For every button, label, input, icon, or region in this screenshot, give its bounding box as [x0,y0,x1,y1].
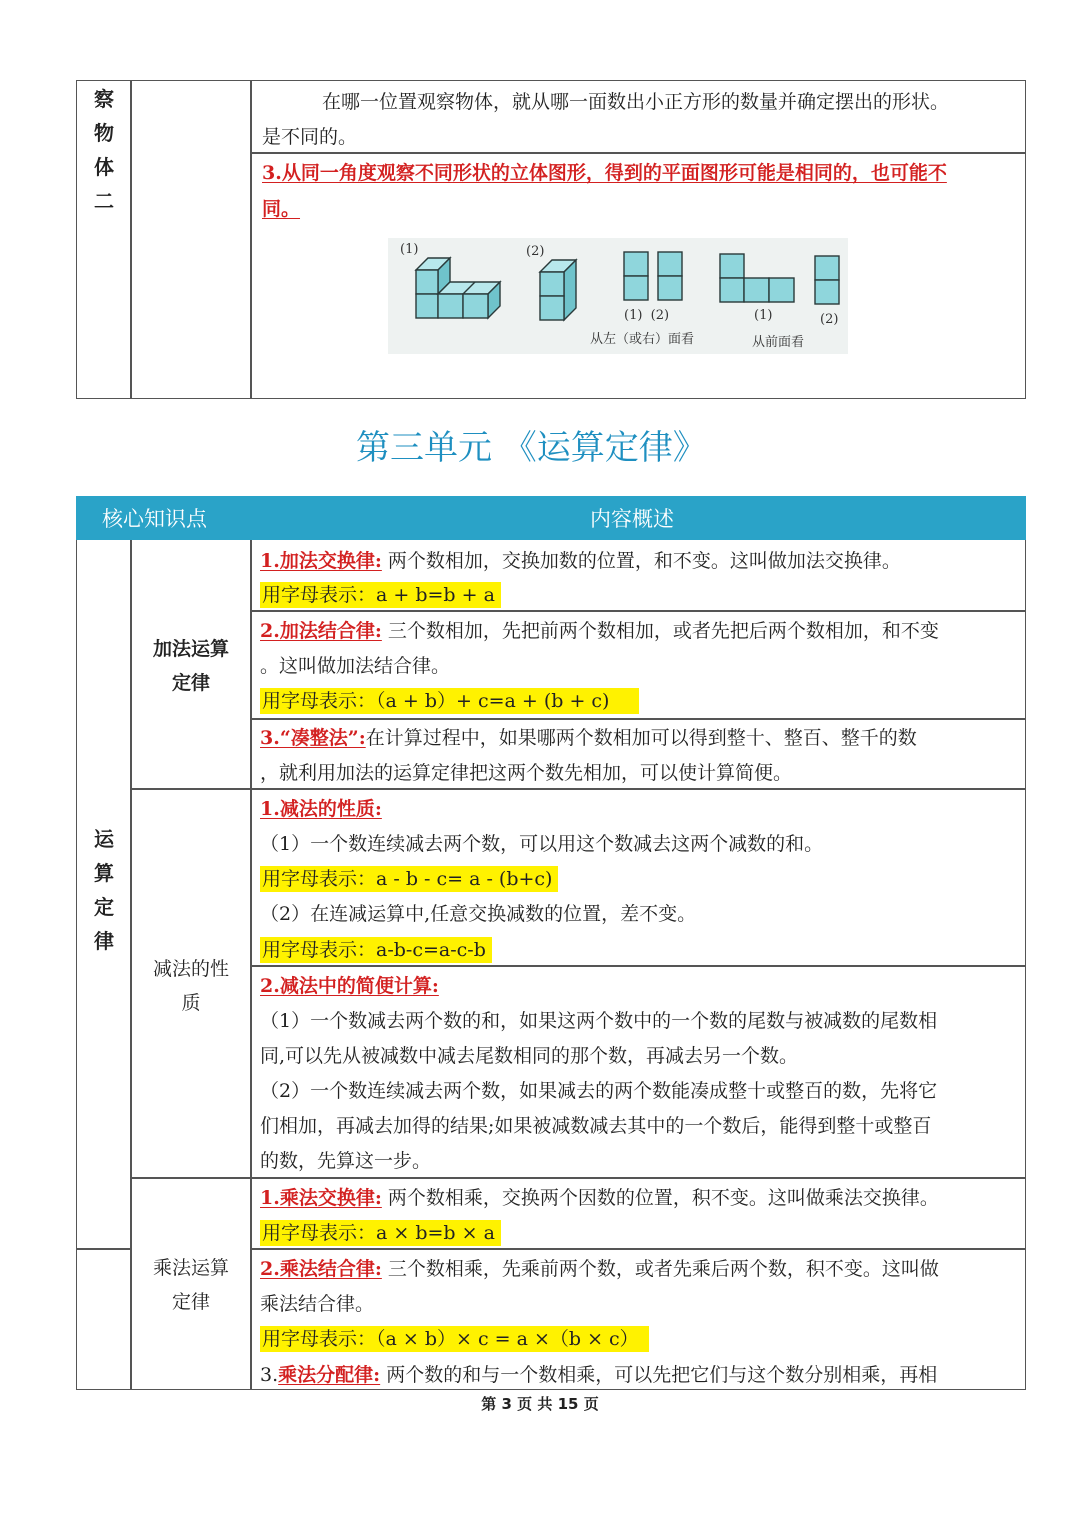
sub-p1-title: 1.减法的性质: [260,798,382,820]
add-section-label [132,632,250,700]
add-p2-formula-wrap [260,689,639,713]
sub-p2-b3: 的数，先算这一步。 [260,1150,432,1172]
mul-p1-formula-wrap [260,1221,501,1245]
add-p1 [260,549,901,573]
top-col-divider-1 [130,80,132,399]
add-label-line1: 加法运算 [152,638,229,660]
top-row-divider [250,152,1026,154]
front-view-label-1: (1) [754,308,773,323]
side-view-labels: (1) (2) [624,308,670,323]
sub-label-line1: 减法的性 [152,958,229,980]
mul-p1-formula: 用字母表示：a × b=b × a [260,1220,501,1246]
add-label-line2: 定律 [171,672,210,694]
row-divider-mul [130,1177,1026,1179]
row-divider-add-1 [250,610,1026,612]
mul-p1-title: 1.乘法交换律: [260,1187,382,1209]
mul-p3-text: 两个数的和与一个数相乘，可以先把它们与这个数分别相乘，再相 [386,1364,938,1386]
add-p2-formula: 用字母表示：（a + b）+ c=a + (b + c) [260,688,639,714]
sub-section-label [132,952,250,1020]
row-divider-sub [130,788,1026,790]
header-col1: 核心知识点 [102,507,207,531]
mul-label-line2: 定律 [171,1291,210,1313]
add-p1-text: 两个数相加，交换加数的位置，和不变。这叫做加法交换律。 [387,550,901,572]
sub-p1-formula1-wrap [260,867,558,891]
sub-p2-a1: （1）一个数减去两个数的和，如果这两个数中的一个数的尾数与被减数的尾数相 [260,1010,938,1032]
add-p2 [260,619,939,643]
add-p3-text2: ，就利用加法的运算定律把这两个数先相加，可以使计算简便。 [260,762,793,784]
mul-p2-formula: 用字母表示：（a × b）× c = a ×（b × c） [260,1326,649,1352]
mul-label-line1: 乘法运算 [152,1257,229,1279]
figure-label-2: (2) [526,244,545,259]
top-category-label: 察 物 体 二 [94,87,114,213]
add-p3 [260,726,917,750]
row-divider-sub-2 [250,965,1026,967]
row-divider-add-2 [250,718,1026,720]
add-p2-title: 2.加法结合律: [260,620,382,642]
sub-p2-title: 2.减法中的简便计算: [260,975,439,997]
views-figure [388,238,848,354]
front-view-caption: 从前面看 [752,335,805,350]
mul-p1 [260,1186,939,1210]
sub-p1-b: （2）在连减运算中,任意交换减数的位置，差不变。 [260,903,697,925]
mul-section-label [132,1251,250,1319]
header-col2: 内容概述 [590,507,674,531]
sub-p1-formula2-wrap [260,938,492,962]
add-p1-formula-wrap [260,583,501,607]
top-text-line2: 是不同的。 [262,126,358,148]
sub-p2-a2: 同,可以先从被减数中减去尾数相同的那个数，再减去另一个数。 [260,1045,799,1067]
mul-p2-text: 三个数相乘，先乘前两个数，或者先乘后两个数，积不变。这叫做 [387,1258,939,1280]
unit-title: 第三单元 《运算定律》 [356,428,707,468]
sub-label-line2: 质 [181,992,201,1014]
mul-p2-formula-wrap [260,1327,649,1351]
page-footer: 第 3 页 共 15 页 [481,1395,599,1413]
row-divider-mul-2 [250,1248,1026,1250]
figure-label-1: (1) [400,242,419,257]
top-point3-line1: 3.从同一角度观察不同形状的立体图形，得到的平面图形可能是相同的，也可能不 [262,162,947,184]
table-header [76,496,1026,540]
add-p1-title: 1.加法交换律: [260,550,382,572]
mul-p1-text: 两个数相乘，交换两个因数的位置，积不变。这叫做乘法交换律。 [387,1187,939,1209]
sub-p1-a: （1）一个数连续减去两个数，可以用这个数减去这两个减数的和。 [260,833,824,855]
add-p2-text: 三个数相加，先把前两个数相加，或者先把后两个数相加，和不变 [387,620,939,642]
sub-p2-b2: 们相加，再减去加得的结果;如果被减数减去其中的一个数后，能得到整十或整百 [260,1115,932,1137]
mul-p2 [260,1257,939,1281]
top-col-divider-2 [250,80,252,399]
front-view-label-2: (2) [820,312,839,327]
top-text-line1: 在哪一位置观察物体，就从哪一面数出小正方形的数量并确定摆出的形状。 [322,91,950,113]
side-view-caption: 从左（或右）面看 [590,332,695,347]
top-point3-line2: 同。 [262,198,301,220]
add-p1-formula: 用字母表示：a + b=b + a [260,582,501,608]
mul-p3 [260,1363,937,1387]
row-divider-first-col [76,1248,131,1250]
sub-p1-formula2: 用字母表示：a-b-c=a-c-b [260,937,492,963]
add-p3-text: 在计算过程中，如果哪两个数相加可以得到整十、整百、整千的数 [365,727,917,749]
main-category-label: 运 算 定 律 [94,827,114,953]
sub-p2-b1: （2）一个数连续减去两个数，如果减去的两个数能凑成整十或整百的数，先将它 [260,1080,938,1102]
sub-p1-formula1: 用字母表示：a - b - c= a - (b+c) [260,866,558,892]
mul-p3-title: 乘法分配律: [278,1364,381,1386]
add-p2-text2: 。这叫做加法结合律。 [260,655,451,677]
add-p3-title: 3.“凑整法”: [260,727,366,749]
mul-p3-num: 3. [260,1364,279,1386]
mul-p2-title: 2.乘法结合律: [260,1258,382,1280]
mul-p2-text2: 乘法结合律。 [260,1293,375,1315]
